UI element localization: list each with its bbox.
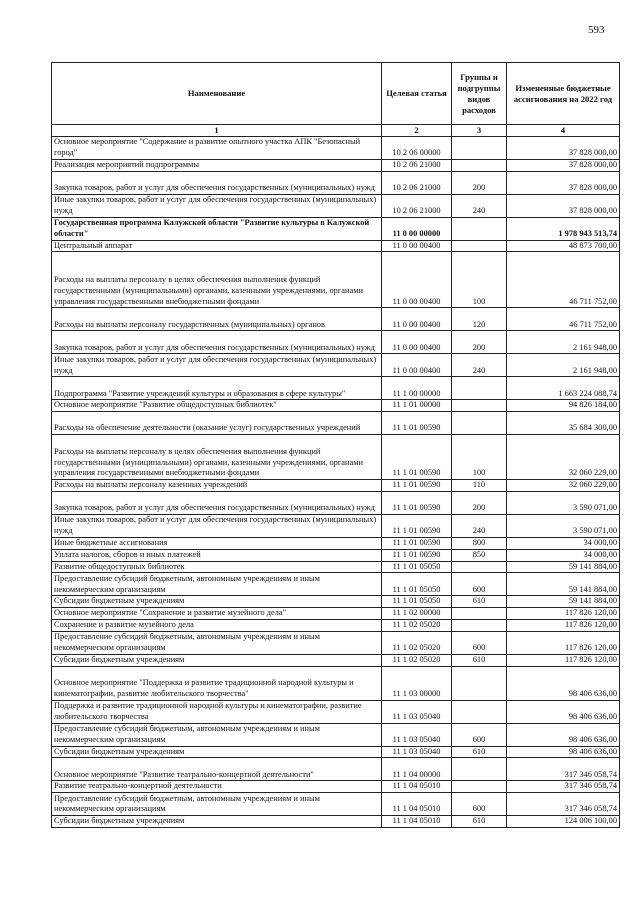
row-expense-group: 200 bbox=[452, 331, 507, 354]
row-name: Иные бюджетные ассигнования bbox=[52, 537, 382, 549]
row-target-article: 11 1 01 05050 bbox=[382, 573, 452, 596]
row-amount: 37 828 000,00 bbox=[507, 171, 620, 194]
table-row bbox=[52, 240, 620, 252]
table-row bbox=[52, 331, 620, 354]
row-expense-group bbox=[452, 561, 507, 573]
table-row bbox=[52, 654, 620, 666]
row-expense-group: 100 bbox=[452, 435, 507, 480]
row-expense-group: 240 bbox=[452, 194, 507, 217]
row-amount: 32 060 229,00 bbox=[507, 480, 620, 492]
row-target-article: 11 1 04 00000 bbox=[382, 758, 452, 781]
row-target-article: 11 1 04 05010 bbox=[382, 793, 452, 816]
budget-table bbox=[51, 62, 620, 828]
row-expense-group bbox=[452, 159, 507, 171]
row-name: Иные закупки товаров, работ и услуг для обеспечения государственных (муниципальных) нужд bbox=[52, 514, 382, 537]
row-target-article: 11 1 03 05040 bbox=[382, 723, 452, 746]
row-name: Основное мероприятие "Сохранение и развитие музейного дела" bbox=[52, 608, 382, 620]
table-row bbox=[52, 596, 620, 608]
row-name: Центральный аппарат bbox=[52, 240, 382, 252]
row-amount: 98 406 636,00 bbox=[507, 700, 620, 723]
row-name: Расходы на обеспечение деятельности (оказание услуг) государственных учреждений bbox=[52, 412, 382, 435]
row-target-article: 10 2 06 21000 bbox=[382, 171, 452, 194]
row-name: Реализация мероприятий подпрограммы bbox=[52, 159, 382, 171]
table-row bbox=[52, 354, 620, 377]
row-target-article: 11 0 00 00400 bbox=[382, 354, 452, 377]
row-expense-group: 610 bbox=[452, 746, 507, 758]
table-row bbox=[52, 136, 620, 159]
row-amount: 117 826 120,00 bbox=[507, 631, 620, 654]
table-row bbox=[52, 308, 620, 331]
row-expense-group bbox=[452, 666, 507, 700]
row-amount: 98 406 636,00 bbox=[507, 746, 620, 758]
row-name: Основное мероприятие "Развитие общедоступных библиотек" bbox=[52, 400, 382, 412]
row-name: Иные закупки товаров, работ и услуг для обеспечения государственных (муниципальных) нужд bbox=[52, 354, 382, 377]
row-name: Сохранение и развитие музейного дела bbox=[52, 619, 382, 631]
row-amount: 35 684 300,00 bbox=[507, 412, 620, 435]
table-row bbox=[52, 758, 620, 781]
row-expense-group: 610 bbox=[452, 596, 507, 608]
row-name: Государственная программа Калужской области "Развитие культуры в Калужской области" bbox=[52, 217, 382, 240]
row-expense-group: 850 bbox=[452, 549, 507, 561]
row-target-article: 11 1 02 00000 bbox=[382, 608, 452, 620]
row-name: Предоставление субсидий бюджетным, автономным учреждениям и иным некоммерческим организациям bbox=[52, 573, 382, 596]
page-number: 593 bbox=[588, 24, 605, 36]
header-name: Наименование bbox=[52, 63, 382, 125]
row-amount: 117 826 120,00 bbox=[507, 608, 620, 620]
row-amount: 34 000,00 bbox=[507, 549, 620, 561]
row-amount: 37 828 000,00 bbox=[507, 194, 620, 217]
row-amount: 98 406 636,00 bbox=[507, 723, 620, 746]
row-name: Расходы на выплаты персоналу государственных (муниципальных) органов bbox=[52, 308, 382, 331]
row-target-article: 11 1 01 00590 bbox=[382, 480, 452, 492]
table-row bbox=[52, 781, 620, 793]
row-target-article: 10 2 06 21000 bbox=[382, 194, 452, 217]
table-row bbox=[52, 700, 620, 723]
row-expense-group: 600 bbox=[452, 793, 507, 816]
row-name: Предоставление субсидий бюджетным, автономным учреждениям и иным некоммерческим организациям bbox=[52, 723, 382, 746]
header-target-article: Целевая статья bbox=[382, 63, 452, 125]
table-row bbox=[52, 435, 620, 480]
row-target-article: 11 1 01 00590 bbox=[382, 549, 452, 561]
row-expense-group: 240 bbox=[452, 354, 507, 377]
row-amount: 46 711 752,00 bbox=[507, 308, 620, 331]
row-amount: 3 590 071,00 bbox=[507, 514, 620, 537]
row-name: Развитие общедоступных библиотек bbox=[52, 561, 382, 573]
row-name: Субсидии бюджетным учреждениям bbox=[52, 654, 382, 666]
row-expense-group: 600 bbox=[452, 631, 507, 654]
table-row bbox=[52, 159, 620, 171]
table-row bbox=[52, 666, 620, 700]
row-target-article: 10 2 06 00000 bbox=[382, 136, 452, 159]
table-row bbox=[52, 631, 620, 654]
table-row bbox=[52, 608, 620, 620]
row-name: Основное мероприятие "Содержание и развитие опытного участка АПК "Безопасный город" bbox=[52, 136, 382, 159]
row-amount: 124 006 100,00 bbox=[507, 816, 620, 828]
row-amount: 117 826 120,00 bbox=[507, 619, 620, 631]
row-amount: 59 141 884,00 bbox=[507, 573, 620, 596]
row-target-article: 11 1 03 05040 bbox=[382, 746, 452, 758]
row-target-article: 11 1 03 00000 bbox=[382, 666, 452, 700]
table-body bbox=[52, 136, 620, 827]
row-amount: 1 663 224 088,74 bbox=[507, 377, 620, 400]
row-name: Развитие театрально-концертной деятельности bbox=[52, 781, 382, 793]
table-row bbox=[52, 480, 620, 492]
row-expense-group: 200 bbox=[452, 171, 507, 194]
row-expense-group bbox=[452, 781, 507, 793]
row-name: Предоставление субсидий бюджетным, автономным учреждениям и иным некоммерческим организациям bbox=[52, 631, 382, 654]
column-number: 3 bbox=[452, 125, 507, 137]
table-row bbox=[52, 746, 620, 758]
row-expense-group bbox=[452, 400, 507, 412]
row-name: Уплата налогов, сборов и иных платежей bbox=[52, 549, 382, 561]
row-name: Поддержка и развитие традиционной народной культуры и кинематографии, развитие любительского творчества bbox=[52, 700, 382, 723]
row-name: Субсидии бюджетным учреждениям bbox=[52, 746, 382, 758]
row-expense-group: 120 bbox=[452, 308, 507, 331]
table-row bbox=[52, 573, 620, 596]
row-amount: 2 161 948,00 bbox=[507, 354, 620, 377]
row-target-article: 11 1 01 00590 bbox=[382, 435, 452, 480]
row-expense-group bbox=[452, 136, 507, 159]
row-target-article: 11 0 00 00400 bbox=[382, 331, 452, 354]
row-target-article: 11 0 00 00400 bbox=[382, 308, 452, 331]
table-row bbox=[52, 549, 620, 561]
row-target-article: 11 1 01 00590 bbox=[382, 514, 452, 537]
table-row bbox=[52, 171, 620, 194]
row-target-article: 11 1 04 05010 bbox=[382, 781, 452, 793]
row-amount: 1 978 943 513,74 bbox=[507, 217, 620, 240]
row-amount: 317 346 058,74 bbox=[507, 793, 620, 816]
row-expense-group: 800 bbox=[452, 537, 507, 549]
row-amount: 37 828 000,00 bbox=[507, 159, 620, 171]
row-expense-group: 240 bbox=[452, 514, 507, 537]
row-expense-group bbox=[452, 377, 507, 400]
row-expense-group: 610 bbox=[452, 654, 507, 666]
row-amount: 3 590 071,00 bbox=[507, 491, 620, 514]
row-name: Расходы на выплаты персоналу в целях обеспечения выполнения функций государственными (муниципальными) органами, казенными учреждениями, органами управления государственными внебюджетными фондами bbox=[52, 252, 382, 308]
row-target-article: 11 0 00 00000 bbox=[382, 217, 452, 240]
row-amount: 59 141 884,00 bbox=[507, 561, 620, 573]
row-amount: 2 161 948,00 bbox=[507, 331, 620, 354]
row-amount: 117 826 120,00 bbox=[507, 654, 620, 666]
table-row bbox=[52, 412, 620, 435]
table-row bbox=[52, 400, 620, 412]
column-number: 1 bbox=[52, 125, 382, 137]
table-row bbox=[52, 252, 620, 308]
row-target-article: 11 1 00 00000 bbox=[382, 377, 452, 400]
row-expense-group: 610 bbox=[452, 816, 507, 828]
table-row bbox=[52, 723, 620, 746]
row-expense-group bbox=[452, 619, 507, 631]
table-row bbox=[52, 194, 620, 217]
row-amount: 94 826 184,00 bbox=[507, 400, 620, 412]
row-target-article: 11 1 01 00590 bbox=[382, 537, 452, 549]
table-row bbox=[52, 561, 620, 573]
table-row bbox=[52, 793, 620, 816]
row-target-article: 11 1 02 05020 bbox=[382, 619, 452, 631]
row-expense-group: 200 bbox=[452, 491, 507, 514]
row-expense-group: 600 bbox=[452, 573, 507, 596]
row-target-article: 11 1 01 00590 bbox=[382, 491, 452, 514]
table-row bbox=[52, 217, 620, 240]
row-name: Основное мероприятие "Поддержка и развитие традиционной народной культуры и кинематографии, развитие любительского творчества" bbox=[52, 666, 382, 700]
row-expense-group bbox=[452, 412, 507, 435]
row-target-article: 11 1 03 05040 bbox=[382, 700, 452, 723]
row-amount: 46 711 752,00 bbox=[507, 252, 620, 308]
row-expense-group: 100 bbox=[452, 252, 507, 308]
row-expense-group bbox=[452, 758, 507, 781]
row-amount: 32 060 229,00 bbox=[507, 435, 620, 480]
row-target-article: 11 1 02 05020 bbox=[382, 654, 452, 666]
row-expense-group bbox=[452, 608, 507, 620]
row-name: Расходы на выплаты персоналу казенных учреждений bbox=[52, 480, 382, 492]
row-amount: 37 828 000,00 bbox=[507, 136, 620, 159]
row-target-article: 11 1 01 00000 bbox=[382, 400, 452, 412]
row-amount: 59 141 884,00 bbox=[507, 596, 620, 608]
row-amount: 317 346 058,74 bbox=[507, 758, 620, 781]
row-name: Закупка товаров, работ и услуг для обеспечения государственных (муниципальных) нужд bbox=[52, 171, 382, 194]
row-target-article: 11 1 04 05010 bbox=[382, 816, 452, 828]
row-name: Закупка товаров, работ и услуг для обеспечения государственных (муниципальных) нужд bbox=[52, 331, 382, 354]
row-target-article: 10 2 06 21000 bbox=[382, 159, 452, 171]
row-target-article: 11 1 01 05050 bbox=[382, 596, 452, 608]
column-number-row bbox=[52, 125, 620, 137]
row-expense-group bbox=[452, 700, 507, 723]
row-name: Подпрограмма "Развитие учреждений культуры и образования в сфере культуры" bbox=[52, 377, 382, 400]
row-expense-group: 110 bbox=[452, 480, 507, 492]
row-target-article: 11 1 01 00590 bbox=[382, 412, 452, 435]
row-expense-group bbox=[452, 217, 507, 240]
row-expense-group bbox=[452, 240, 507, 252]
column-number: 4 bbox=[507, 125, 620, 137]
row-name: Субсидии бюджетным учреждениям bbox=[52, 816, 382, 828]
table-row bbox=[52, 619, 620, 631]
table-row bbox=[52, 816, 620, 828]
row-amount: 98 406 636,00 bbox=[507, 666, 620, 700]
table-row bbox=[52, 491, 620, 514]
row-amount: 34 000,00 bbox=[507, 537, 620, 549]
table-row bbox=[52, 377, 620, 400]
row-target-article: 11 1 01 05050 bbox=[382, 561, 452, 573]
table-row bbox=[52, 537, 620, 549]
table-row bbox=[52, 514, 620, 537]
row-expense-group: 600 bbox=[452, 723, 507, 746]
row-target-article: 11 0 00 00400 bbox=[382, 240, 452, 252]
row-amount: 317 346 058,74 bbox=[507, 781, 620, 793]
row-name: Расходы на выплаты персоналу в целях обеспечения выполнения функций государственными (муниципальными) органами, казенными учреждениями, органами управления государственными внебюджетными фондами bbox=[52, 435, 382, 480]
row-amount: 48 873 700,00 bbox=[507, 240, 620, 252]
row-name: Субсидии бюджетным учреждениям bbox=[52, 596, 382, 608]
row-name: Основное мероприятие "Развитие театрально-концертной деятельности" bbox=[52, 758, 382, 781]
header-amount: Измененные бюджетные ассигнования на 2022 год bbox=[507, 63, 620, 125]
row-target-article: 11 1 02 05020 bbox=[382, 631, 452, 654]
header-expense-groups: Группы и подгруппы видов расходов bbox=[452, 63, 507, 125]
row-name: Закупка товаров, работ и услуг для обеспечения государственных (муниципальных) нужд bbox=[52, 491, 382, 514]
table-header-row bbox=[52, 63, 620, 125]
row-name: Иные закупки товаров, работ и услуг для обеспечения государственных (муниципальных) нужд bbox=[52, 194, 382, 217]
row-target-article: 11 0 00 00400 bbox=[382, 252, 452, 308]
column-number: 2 bbox=[382, 125, 452, 137]
row-name: Предоставление субсидий бюджетным, автономным учреждениям и иным некоммерческим организациям bbox=[52, 793, 382, 816]
